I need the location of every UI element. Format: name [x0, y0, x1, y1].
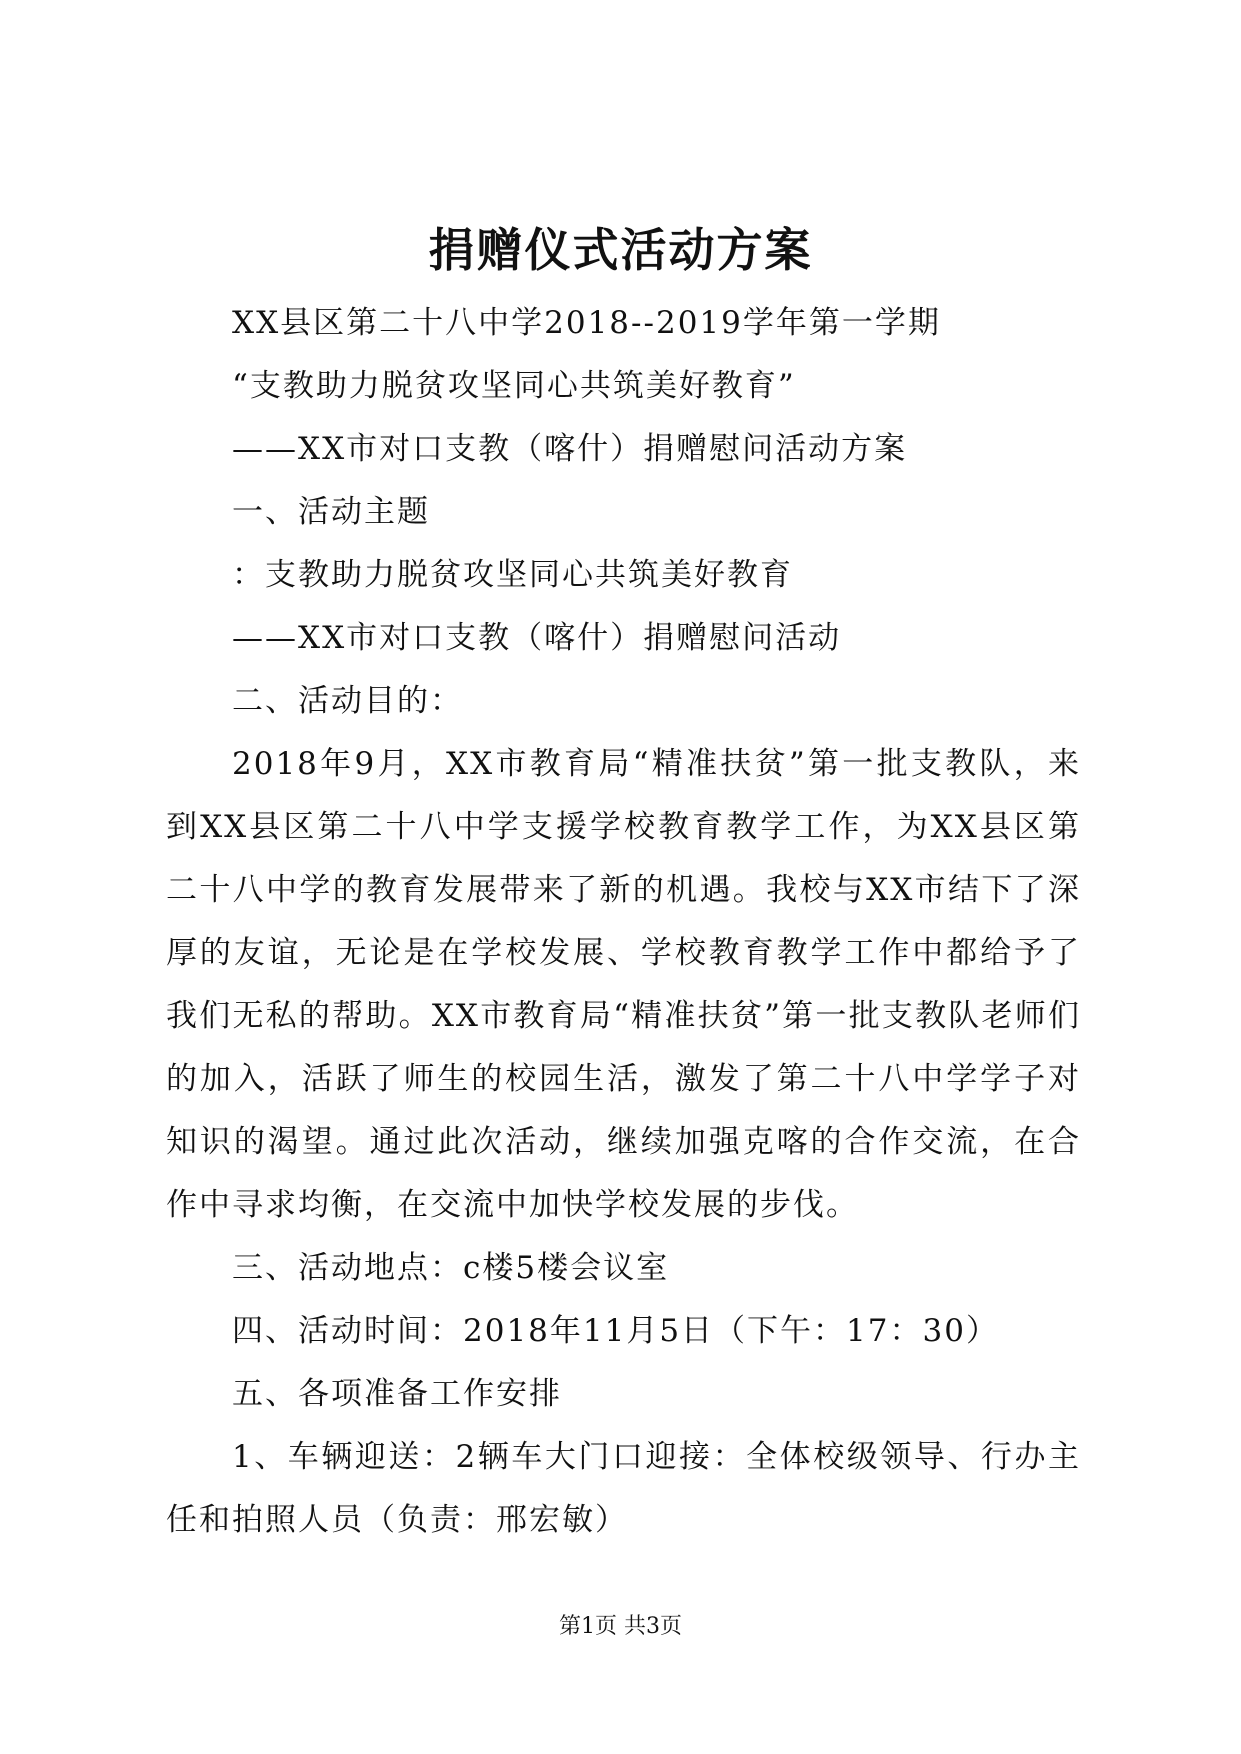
- paragraph-slogan: “支教助力脱贫攻坚同心共筑美好教育”: [232, 368, 796, 404]
- paragraph-vehicle-arrangement: 1、车辆迎送：2辆车大门口迎接：全体校级领导、行办主任和拍照人员（负责：邢宏敏）: [166, 1439, 1081, 1538]
- heading-preparation: 五、各项准备工作安排: [232, 1376, 562, 1412]
- paragraph-school-term: XX县区第二十八中学2018--2019学年第一学期: [232, 305, 941, 341]
- paragraph-subtitle: ——XX市对口支教（喀什）捐赠慰问活动方案: [232, 431, 908, 467]
- heading-activity-purpose: 二、活动目的：: [232, 683, 463, 719]
- paragraph-activity-location: 三、活动地点：c楼5楼会议室: [232, 1250, 670, 1286]
- paragraph-theme-text: ：支教助力脱贫攻坚同心共筑美好教育: [232, 557, 793, 593]
- paragraph-purpose-body: 2018年9月，XX市教育局“精准扶贫”第一批支教队，来到XX县区第二十八中学支援学校教育教学工作，为XX县区第二十八中学的教育发展带来了新的机遇。我校与XX市结下了深厚的友谊，无论是在学校发展、学校教育教学工作中都给予了我们无私的帮助。XX市教育局“精准扶贫”第一批支教队老师们的加入，活跃了师生的校园生活，激发了第二十八中学学子对知识的渴望。通过此次活动，继续加强克喀的合作交流，在合作中寻求均衡，在交流中加快学校发展的步伐。: [166, 746, 1081, 1223]
- page-number-footer: 第1页 共3页: [559, 1614, 682, 1639]
- heading-activity-theme: 一、活动主题: [232, 494, 430, 530]
- paragraph-activity-time: 四、活动时间：2018年11月5日（下午：17：30）: [232, 1313, 999, 1349]
- document-body: [166, 292, 1081, 1552]
- paragraph-theme-subtitle: ——XX市对口支教（喀什）捐赠慰问活动: [232, 620, 842, 656]
- document-title: 捐赠仪式活动方案: [428, 223, 813, 277]
